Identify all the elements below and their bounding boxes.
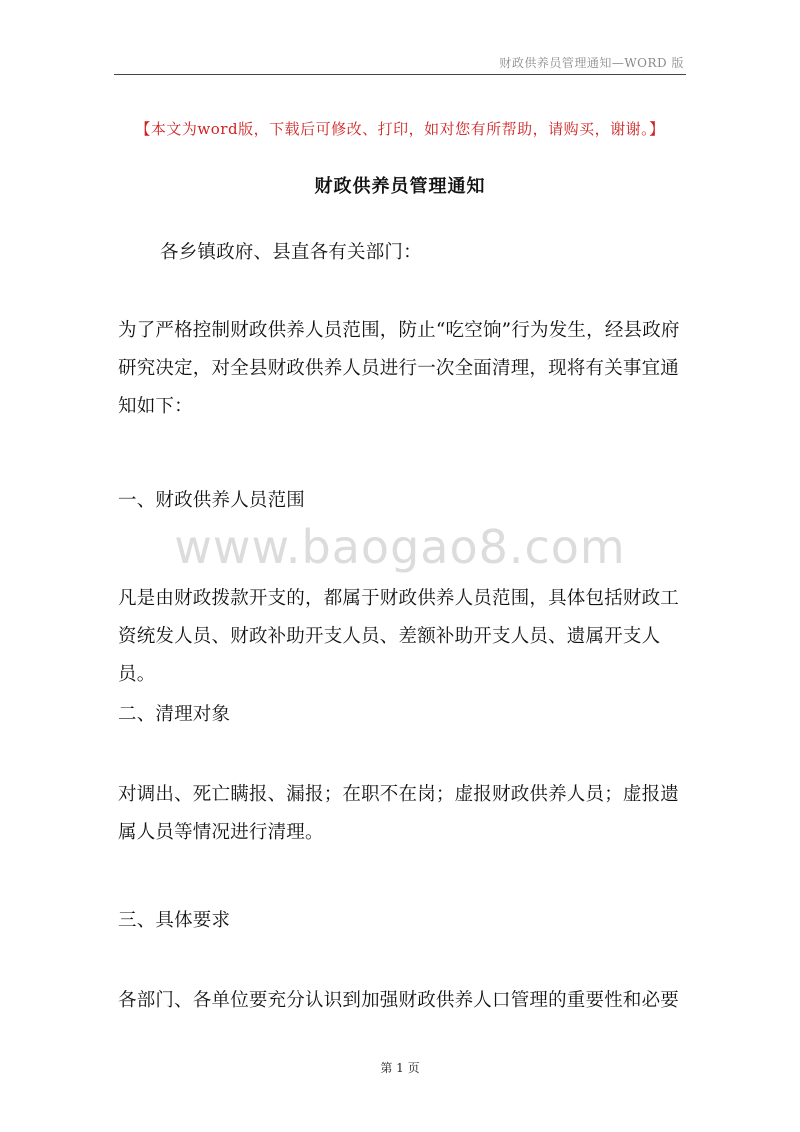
section-3-body: 各部门、各单位要充分认识到加强财政供养人口管理的重要性和必要	[118, 990, 680, 1011]
section-1-heading: 一、财政供养人员范围	[118, 490, 306, 511]
section-2-heading: 二、清理对象	[118, 704, 231, 725]
section-2-body: 对调出、死亡瞒报、漏报；在职不在岗；虚报财政供养人员；虚报遗属人员等情况进行清理。	[118, 784, 680, 843]
section-1-body: 凡是由财政拨款开支的，都属于财政供养人员范围，具体包括财政工资统发人员、财政补助开支人员、差额补助开支人员、遗属开支人员。	[118, 588, 680, 685]
intro-paragraph: 为了严格控制财政供养人员范围，防止“吃空饷”行为发生，经县政府研究决定，对全县财政供养人员进行一次全面清理，现将有关事宜通知如下：	[118, 320, 680, 417]
document-title: 财政供养员管理通知	[314, 176, 486, 197]
running-header: 财政供养员管理通知—WORD 版	[499, 56, 684, 70]
salutation: 各乡镇政府、县直各有关部门：	[160, 242, 422, 263]
header-divider	[114, 74, 686, 75]
page-number: 第 1 页	[380, 1061, 420, 1075]
section-3-heading: 三、具体要求	[118, 910, 231, 931]
watermark: www.baogao8.com	[174, 520, 626, 574]
purchase-notice: 【本文为word版，下载后可修改、打印，如对您有所帮助，请购买，谢谢。】	[135, 120, 665, 138]
